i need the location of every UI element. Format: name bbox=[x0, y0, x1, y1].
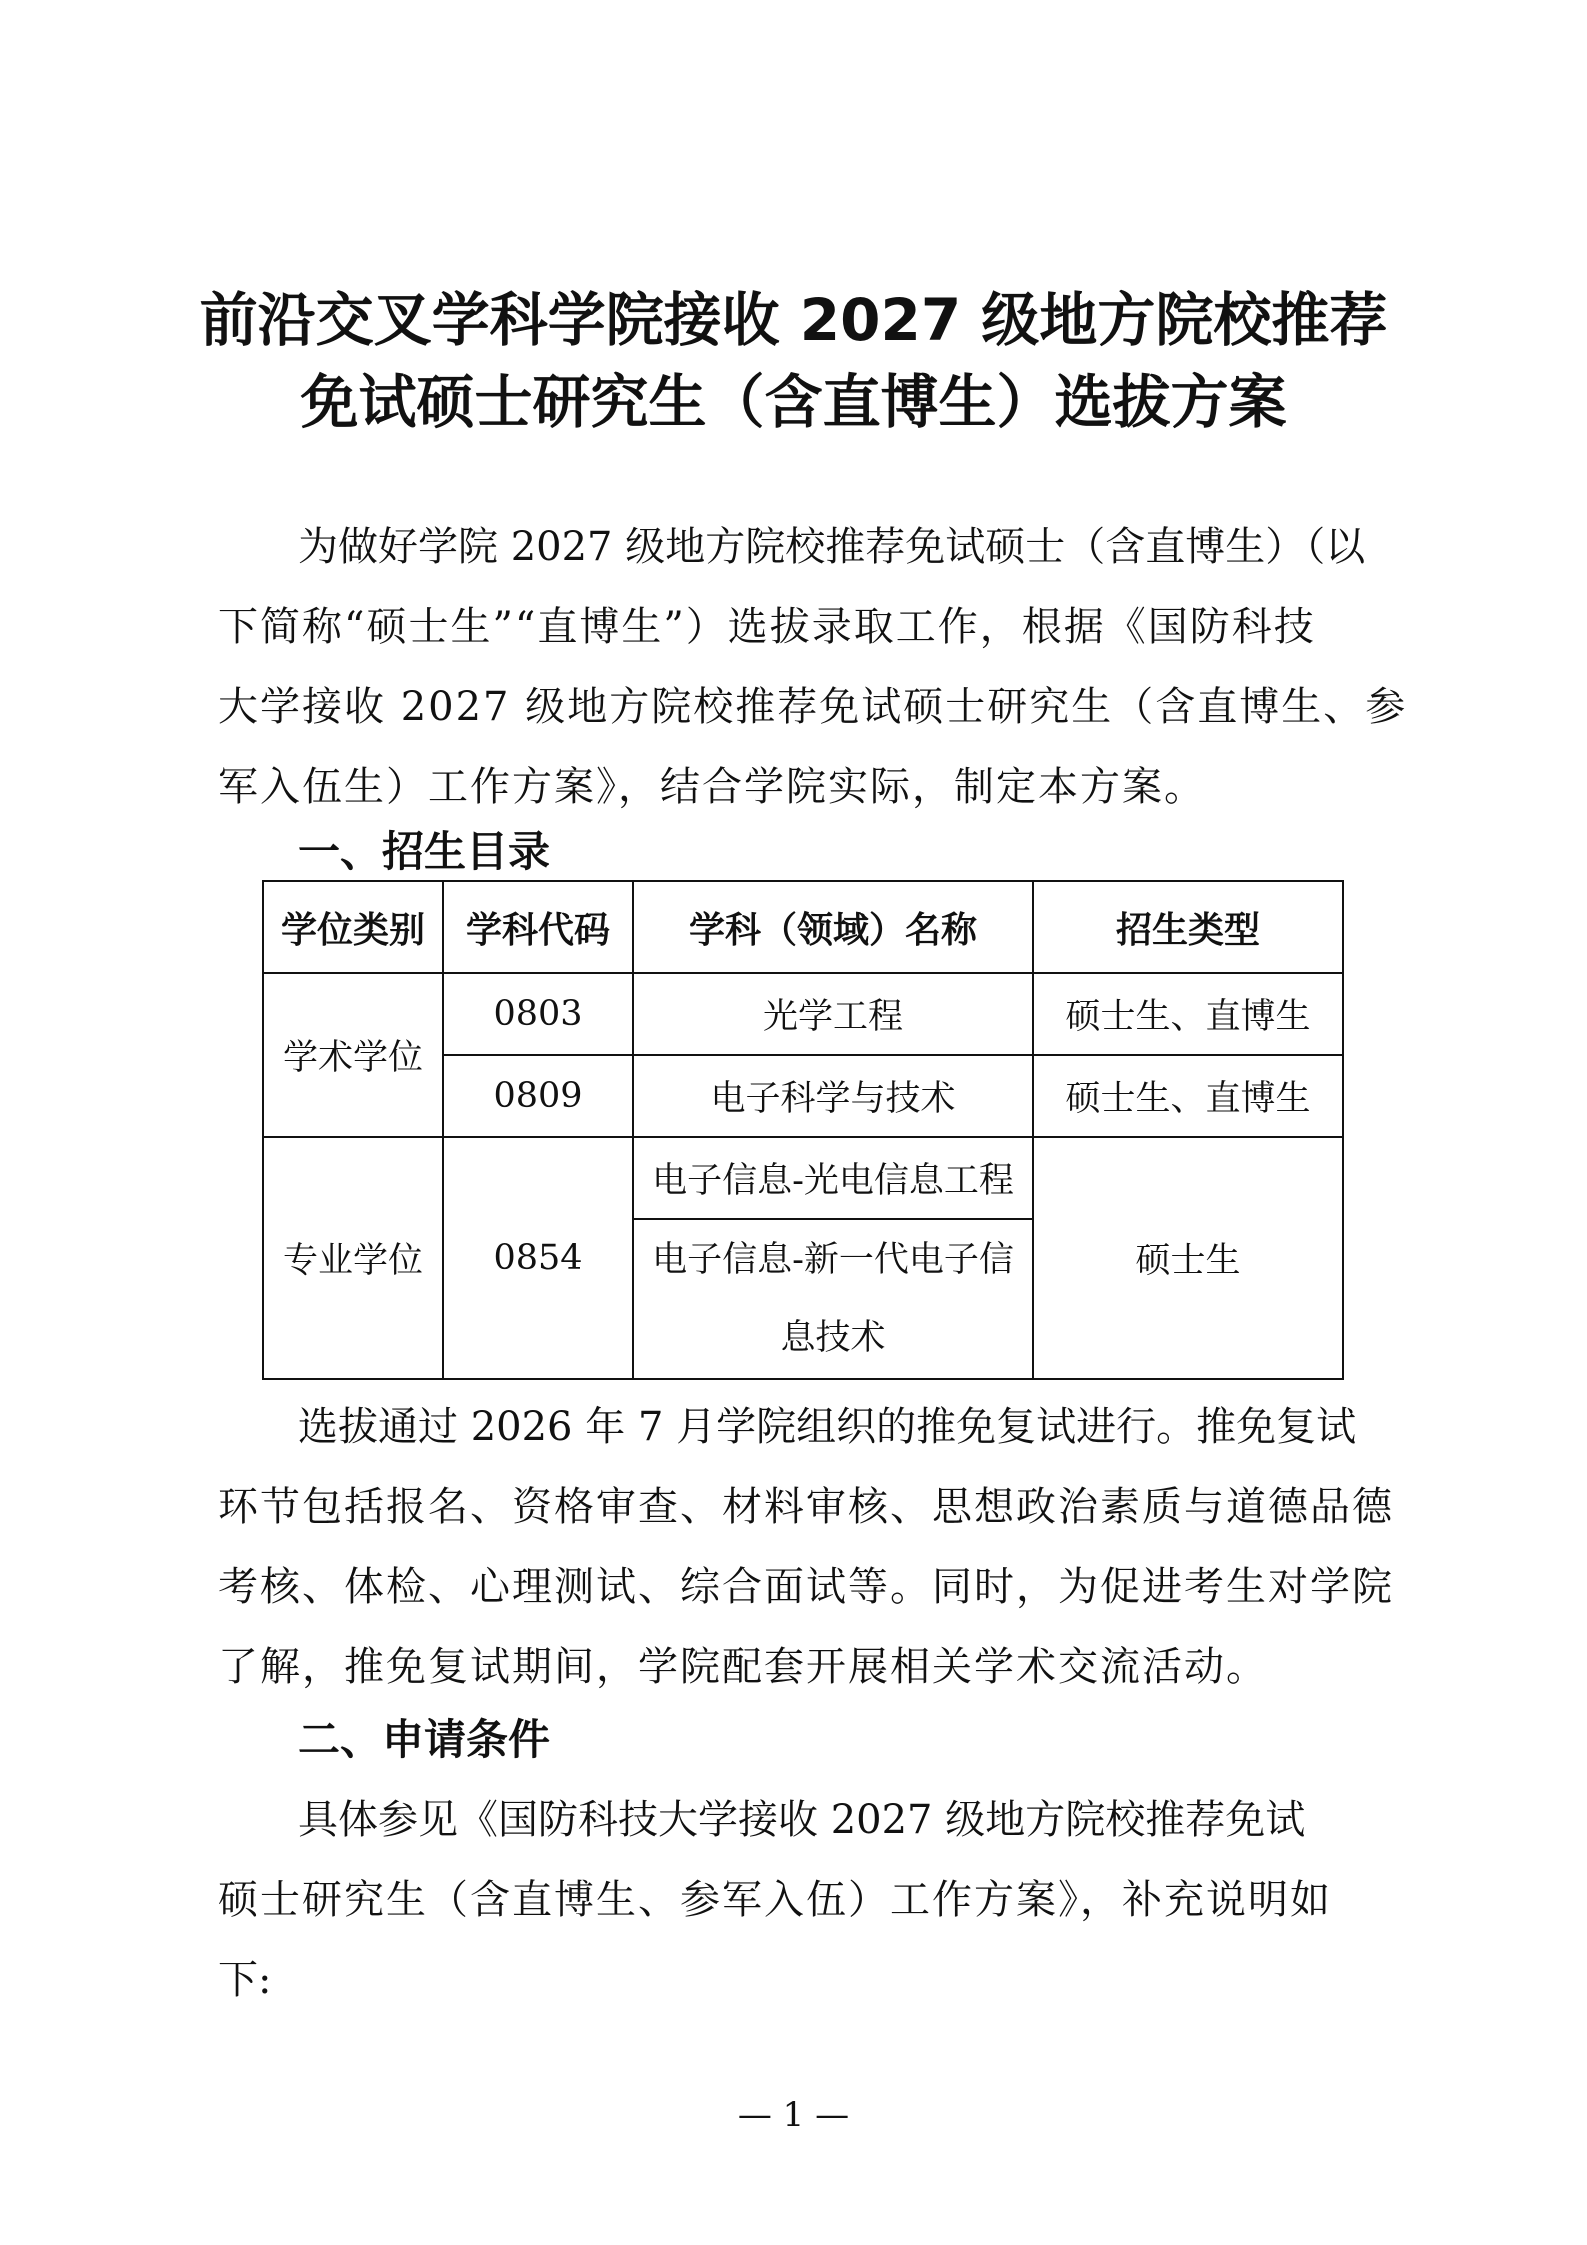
cell-code: 0854 bbox=[443, 1137, 633, 1379]
cell-type: 硕士生 bbox=[1033, 1137, 1343, 1379]
selection-line-3: 考核、体检、心理测试、综合面试等。同时，为促进考生对学院 bbox=[218, 1564, 1394, 1610]
header-subject-name: 学科（领域）名称 bbox=[633, 881, 1033, 973]
section-heading-catalog: 一、招生目录 bbox=[298, 827, 551, 876]
requirements-line-2: 硕士研究生（含直博生、参军入伍）工作方案》，补充说明如 bbox=[218, 1877, 1332, 1923]
intro-line-2: 下简称“硕士生”“直博生”）选拔录取工作，根据《国防科技 bbox=[218, 604, 1316, 650]
header-subject-code: 学科代码 bbox=[443, 881, 633, 973]
selection-line-4: 了解，推免复试期间，学院配套开展相关学术交流活动。 bbox=[218, 1644, 1268, 1690]
document-title-line-1: 前沿交叉学科学院接收 2027 级地方院校推荐 bbox=[199, 286, 1388, 354]
header-degree-category: 学位类别 bbox=[263, 881, 443, 973]
cell-name: 光学工程 bbox=[633, 973, 1033, 1055]
header-enrollment-type: 招生类型 bbox=[1033, 881, 1343, 973]
page-number: — 1 — bbox=[737, 2095, 850, 2135]
requirements-line-3: 下: bbox=[218, 1957, 272, 2003]
selection-line-2: 环节包括报名、资格审查、材料审核、思想政治素质与道德品德 bbox=[218, 1484, 1394, 1530]
document-title-line-2: 免试硕士研究生（含直博生）选拔方案 bbox=[300, 368, 1287, 436]
cell-type: 硕士生、直博生 bbox=[1033, 1055, 1343, 1137]
cell-code: 0803 bbox=[443, 973, 633, 1055]
selection-line-1: 选拔通过 2026 年 7 月学院组织的推免复试进行。推免复试 bbox=[298, 1404, 1357, 1450]
intro-line-3: 大学接收 2027 级地方院校推荐免试硕士研究生（含直博生、参 bbox=[218, 684, 1408, 730]
cell-professional-category: 专业学位 bbox=[263, 1137, 443, 1379]
cell-type: 硕士生、直博生 bbox=[1033, 973, 1343, 1055]
enrollment-catalog-table bbox=[262, 880, 1344, 1380]
section-heading-requirements: 二、申请条件 bbox=[298, 1715, 551, 1764]
requirements-line-1: 具体参见《国防科技大学接收 2027 级地方院校推荐免试 bbox=[298, 1797, 1306, 1843]
table-row bbox=[263, 1137, 1343, 1219]
cell-code: 0809 bbox=[443, 1055, 633, 1137]
intro-line-1: 为做好学院 2027 级地方院校推荐免试硕士（含直博生）（以 bbox=[298, 524, 1366, 570]
table-row bbox=[263, 973, 1343, 1055]
intro-line-4: 军入伍生）工作方案》，结合学院实际，制定本方案。 bbox=[218, 764, 1206, 810]
table-header-row bbox=[263, 881, 1343, 973]
cell-name: 电子科学与技术 bbox=[633, 1055, 1033, 1137]
cell-academic-category: 学术学位 bbox=[263, 973, 443, 1137]
cell-name: 电子信息-新一代电子信息技术 bbox=[633, 1219, 1033, 1379]
cell-name: 电子信息-光电信息工程 bbox=[633, 1137, 1033, 1219]
